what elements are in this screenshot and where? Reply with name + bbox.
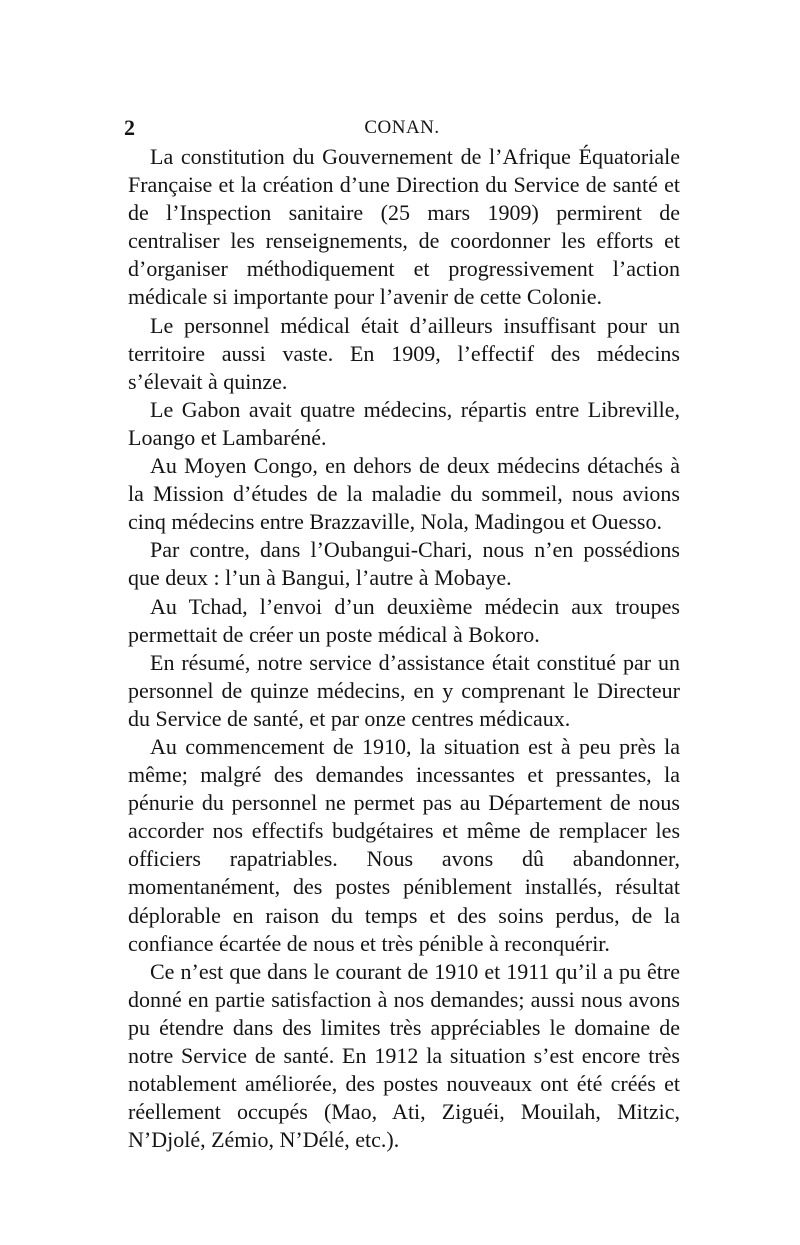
paragraph-oubangui-chari: Par contre, dans l’Oubangui-Chari, nous n’en possédions que deux : l’un à Bangui, l’autre à Mobaye. [128, 537, 680, 591]
paragraph-moyen-congo: Au Moyen Congo, en dehors de deux médecins détachés à la Mission d’études de la maladie du sommeil, nous avions cinq médecins entre Brazzaville, Nola, Madingou et Ouesso. [128, 453, 680, 535]
body-text [128, 143, 680, 1154]
page-number: 2 [124, 115, 135, 140]
paragraph-gabon: Le Gabon avait quatre médecins, répartis entre Libreville, Loango et Lambaréné. [128, 396, 680, 450]
paragraph-organisation: La constitution du Gouvernement de l’Afrique Équatoriale Française et la création d’une Direction du Service de santé et de l’Inspection sanitaire (25 mars 1909) permirent de centraliser les renseignements, de coordonner les efforts et d’organiser méthodiquement et progressivement l’action médicale si importante pour l’avenir de cette Colonie. [128, 144, 680, 310]
paragraph-tchad: Au Tchad, l’envoi d’un deuxième médecin aux troupes permettait de créer un poste médical à Bokoro. [128, 593, 680, 647]
paragraph-1911-1912: Ce n’est que dans le courant de 1910 et 1911 qu’il a pu être donné en partie satisfaction à nos demandes; aussi nous avons pu étendre dans des limites très appréciables le domaine de notre Service de santé. En 1912 la situation s’est encore très notablement améliorée, des postes nouveaux ont été créés et réellement occupés (Mao, Ati, Ziguéi, Mouilah, Mitzic, N’Djolé, Zémio, N’Délé, etc.). [128, 958, 680, 1153]
running-head [124, 113, 680, 143]
paragraph-resume: En résumé, notre service d’assistance était constitué par un personnel de quinze médecins, en y comprenant le Directeur du Service de santé, et par onze centres médicaux. [128, 649, 680, 731]
running-title: CONAN. [364, 117, 440, 138]
paragraph-1910: Au commencement de 1910, la situation est à peu près la même; malgré des demandes incessantes et pressantes, la pénurie du personnel ne permet pas au Département de nous accorder nos effectifs budgétaires et même de remplacer les officiers rapatriables. Nous avons dû abandonner, momentanément, des postes péniblement installés, résultat déplorable en raison du temps et des soins perdus, de la confiance écartée de nous et très pénible à reconquérir. [128, 733, 680, 956]
paragraph-personnel: Le personnel médical était d’ailleurs insuffisant pour un territoire aussi vaste. En 1909, l’effectif des médecins s’élevait à quinze. [128, 312, 680, 394]
